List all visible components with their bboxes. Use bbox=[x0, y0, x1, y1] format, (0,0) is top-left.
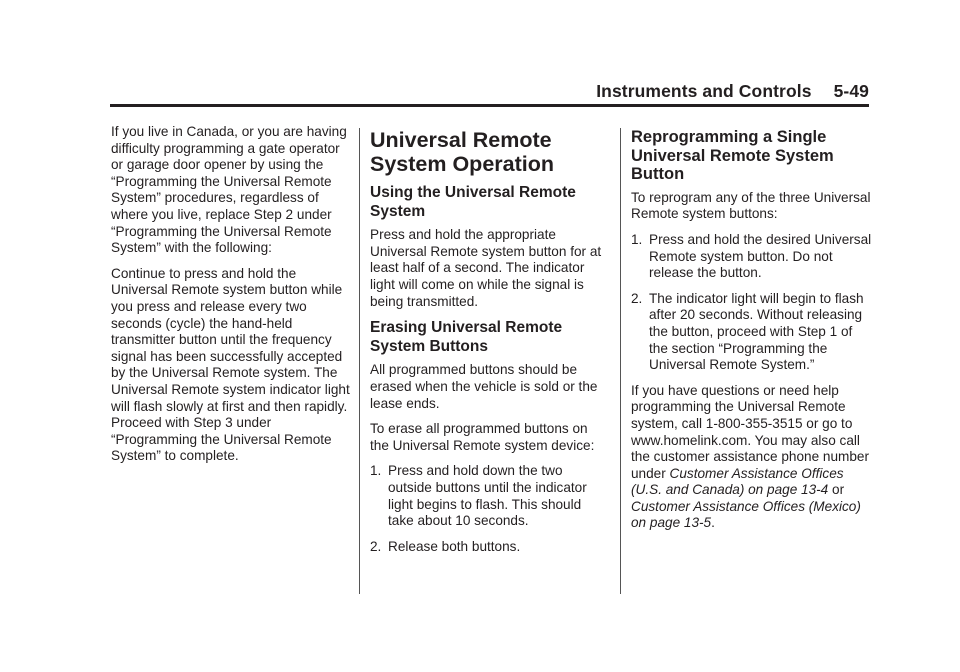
canada-paragraph: If you live in Canada, or you are having difficulty programming a gate operator or garage door opener by using the “Programming the Universal Remote System” procedures, regardless of where you live, replace Step 2 under “Programming the Universal Remote System” with the following: bbox=[111, 124, 347, 256]
help-text: If you have questions or need help programming the Universal Remote system, call 1-800-355-3515 or go to www.homelink.com. You may also call the customer assistance phone number under bbox=[631, 382, 870, 481]
continue-paragraph: Continue to press and hold the Universal Remote system button while you press and release every two seconds (cycle) the hand-held transmitter button until the frequency signal has been successfully accepted by the Universal Remote system. The Universal Remote system indicator light will flash slowly at first and then rapidly. Proceed with Step 3 under “Programming the Universal Remote System” to complete. bbox=[111, 265, 350, 464]
end-text: . bbox=[711, 515, 715, 531]
help-paragraph bbox=[631, 383, 873, 532]
step-text: Press and hold down the two outside buttons until the indicator light begins to flash. This should take about 10 seconds. bbox=[388, 463, 587, 529]
column-divider bbox=[620, 128, 621, 594]
column-1 bbox=[111, 124, 351, 474]
us-canada-reference: Customer Assistance Offices (U.S. and Canada) on page 13-4 bbox=[631, 465, 844, 498]
erasing-paragraph-2: To erase all programmed buttons on the Universal Remote system device: bbox=[370, 421, 595, 453]
page-number: 5-49 bbox=[833, 81, 869, 101]
using-paragraph: Press and hold the appropriate Universal Remote system button for at least half of a second. The indicator light will come on while the signal is being transmitted. bbox=[370, 227, 602, 309]
list-item bbox=[370, 539, 610, 556]
step-number: 1. bbox=[370, 463, 382, 479]
operation-heading: Universal Remote System Operation bbox=[370, 128, 554, 176]
step-text: Release both buttons. bbox=[388, 538, 521, 554]
or-text: or bbox=[828, 482, 845, 498]
erasing-paragraph-1: All programmed buttons should be erased when the vehicle is sold or the lease ends. bbox=[370, 362, 598, 411]
step-number: 1. bbox=[631, 231, 643, 247]
column-divider bbox=[359, 128, 360, 594]
column-3 bbox=[631, 128, 873, 541]
step-text: Press and hold the desired Universal Remote system button. Do not release the button. bbox=[649, 231, 872, 281]
step-number: 2. bbox=[370, 538, 382, 554]
using-heading: Using the Universal Remote System bbox=[370, 184, 576, 220]
column-2 bbox=[370, 128, 610, 564]
list-item bbox=[631, 232, 873, 282]
erasing-heading: Erasing Universal Remote System Buttons bbox=[370, 319, 563, 355]
reprogram-steps bbox=[631, 232, 873, 374]
mexico-reference: Customer Assistance Offices (Mexico) on page 13-5 bbox=[631, 498, 861, 531]
step-text: The indicator light will begin to flash after 20 seconds. Without releasing the button, proceed with Step 1 of the section “Programming the Universal Remote System.” bbox=[649, 290, 864, 373]
list-item bbox=[370, 463, 610, 529]
section-title: Instruments and Controls bbox=[596, 81, 812, 101]
step-number: 2. bbox=[631, 290, 643, 306]
page-header bbox=[110, 81, 869, 103]
header-rule bbox=[110, 104, 869, 107]
reprogramming-heading: Reprogramming a Single Universal Remote System Button bbox=[631, 128, 834, 184]
list-item bbox=[631, 291, 873, 374]
erase-steps bbox=[370, 463, 610, 555]
reprogram-intro: To reprogram any of the three Universal Remote system buttons: bbox=[631, 189, 871, 222]
